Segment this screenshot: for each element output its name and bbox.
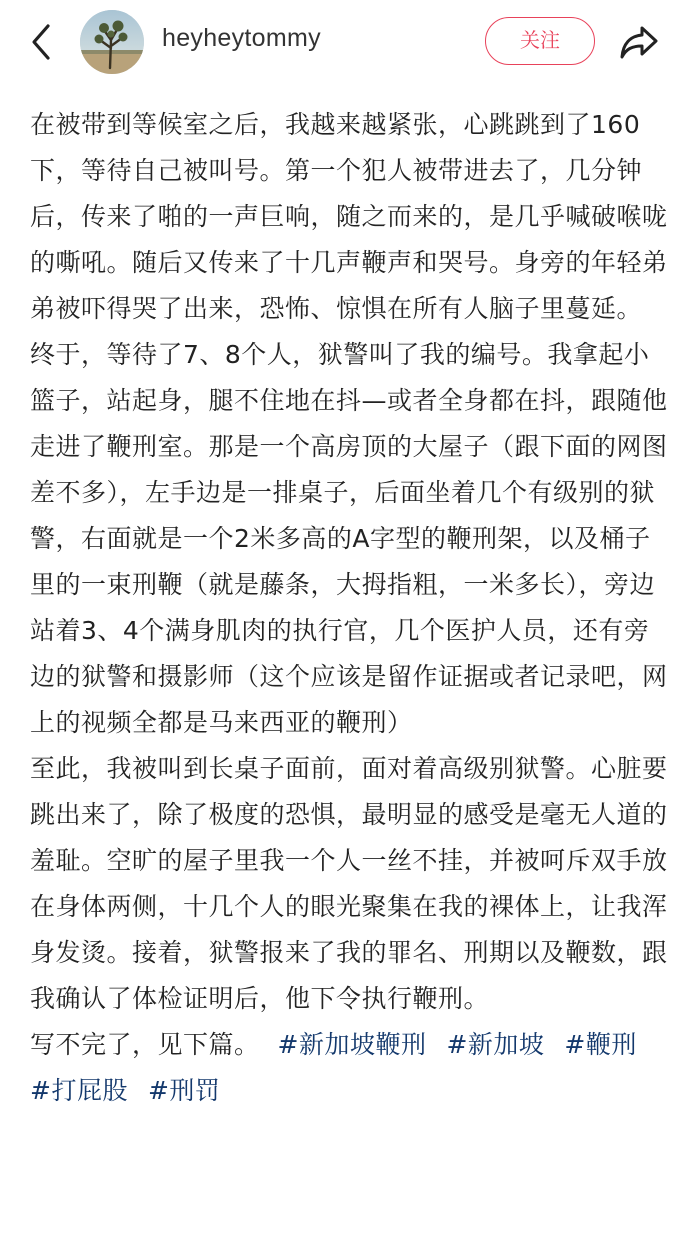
chevron-left-icon: [26, 22, 60, 62]
hashtag-link[interactable]: #鞭刑: [564, 1030, 637, 1059]
hashtag-link[interactable]: #打屁股: [30, 1076, 128, 1105]
back-button[interactable]: [26, 22, 60, 62]
post-paragraph: 在被带到等候室之后，我越来越紧张，心跳跳到了160下，等待自己被叫号。第一个犯人被带进去了，几分钟后，传来了啪的一声巨响，随之而来的，是几乎喊破喉咙的嘶吼。随后又传来了十几声鞭声和哭号。身旁的年轻弟弟被吓得哭了出来，恐怖、惊惧在所有人脑子里蔓延。: [30, 110, 668, 323]
bottom-edge: [0, 1226, 690, 1243]
avatar-image: [80, 10, 144, 74]
post-paragraph: 终于，等待了7、8个人，狱警叫了我的编号。我拿起小篮子，站起身，腿不住地在抖—或者全身都在抖，跟随他走进了鞭刑室。那是一个高房顶的大屋子（跟下面的网图差不多），左手边是一排桌子，后面坐着几个有级别的狱警，右面就是一个2米多高的A字型的鞭刑架，以及桶子里的一束刑鞭（就是藤条，大拇指粗，一米多长），旁边站着3、4个满身肌肉的执行官，几个医护人员，还有旁边的狱警和摄影师（这个应该是留作证据或者记录吧，网上的视频全都是马来西亚的鞭刑）: [30, 340, 668, 737]
hashtag-link[interactable]: #新加坡: [446, 1030, 545, 1059]
closing-text: 写不完了，见下篇。: [30, 1030, 260, 1059]
post-paragraph: 至此，我被叫到长桌子面前，面对着高级别狱警。心脏要跳出来了，除了极度的恐惧，最明显的感受是毫无人道的羞耻。空旷的屋子里我一个人一丝不挂，并被呵斥双手放在身体两侧，十几个人的眼光聚集在我的裸体上，让我浑身发烫。接着，狱警报来了我的罪名、刑期以及鞭数，跟我确认了体检证明后，他下令执行鞭刑。: [30, 754, 668, 1013]
hashtag-link[interactable]: #新加坡鞭刑: [277, 1030, 427, 1059]
username[interactable]: heyheytommy: [162, 24, 321, 52]
post-body: [30, 102, 670, 1238]
post-header: [0, 0, 690, 84]
post-closing-line: [30, 1022, 670, 1114]
share-button[interactable]: [618, 22, 660, 62]
share-arrow-icon: [618, 22, 660, 62]
avatar[interactable]: [80, 10, 144, 74]
hashtag-link[interactable]: #刑罚: [147, 1076, 221, 1105]
follow-button[interactable]: 关注: [485, 17, 595, 65]
